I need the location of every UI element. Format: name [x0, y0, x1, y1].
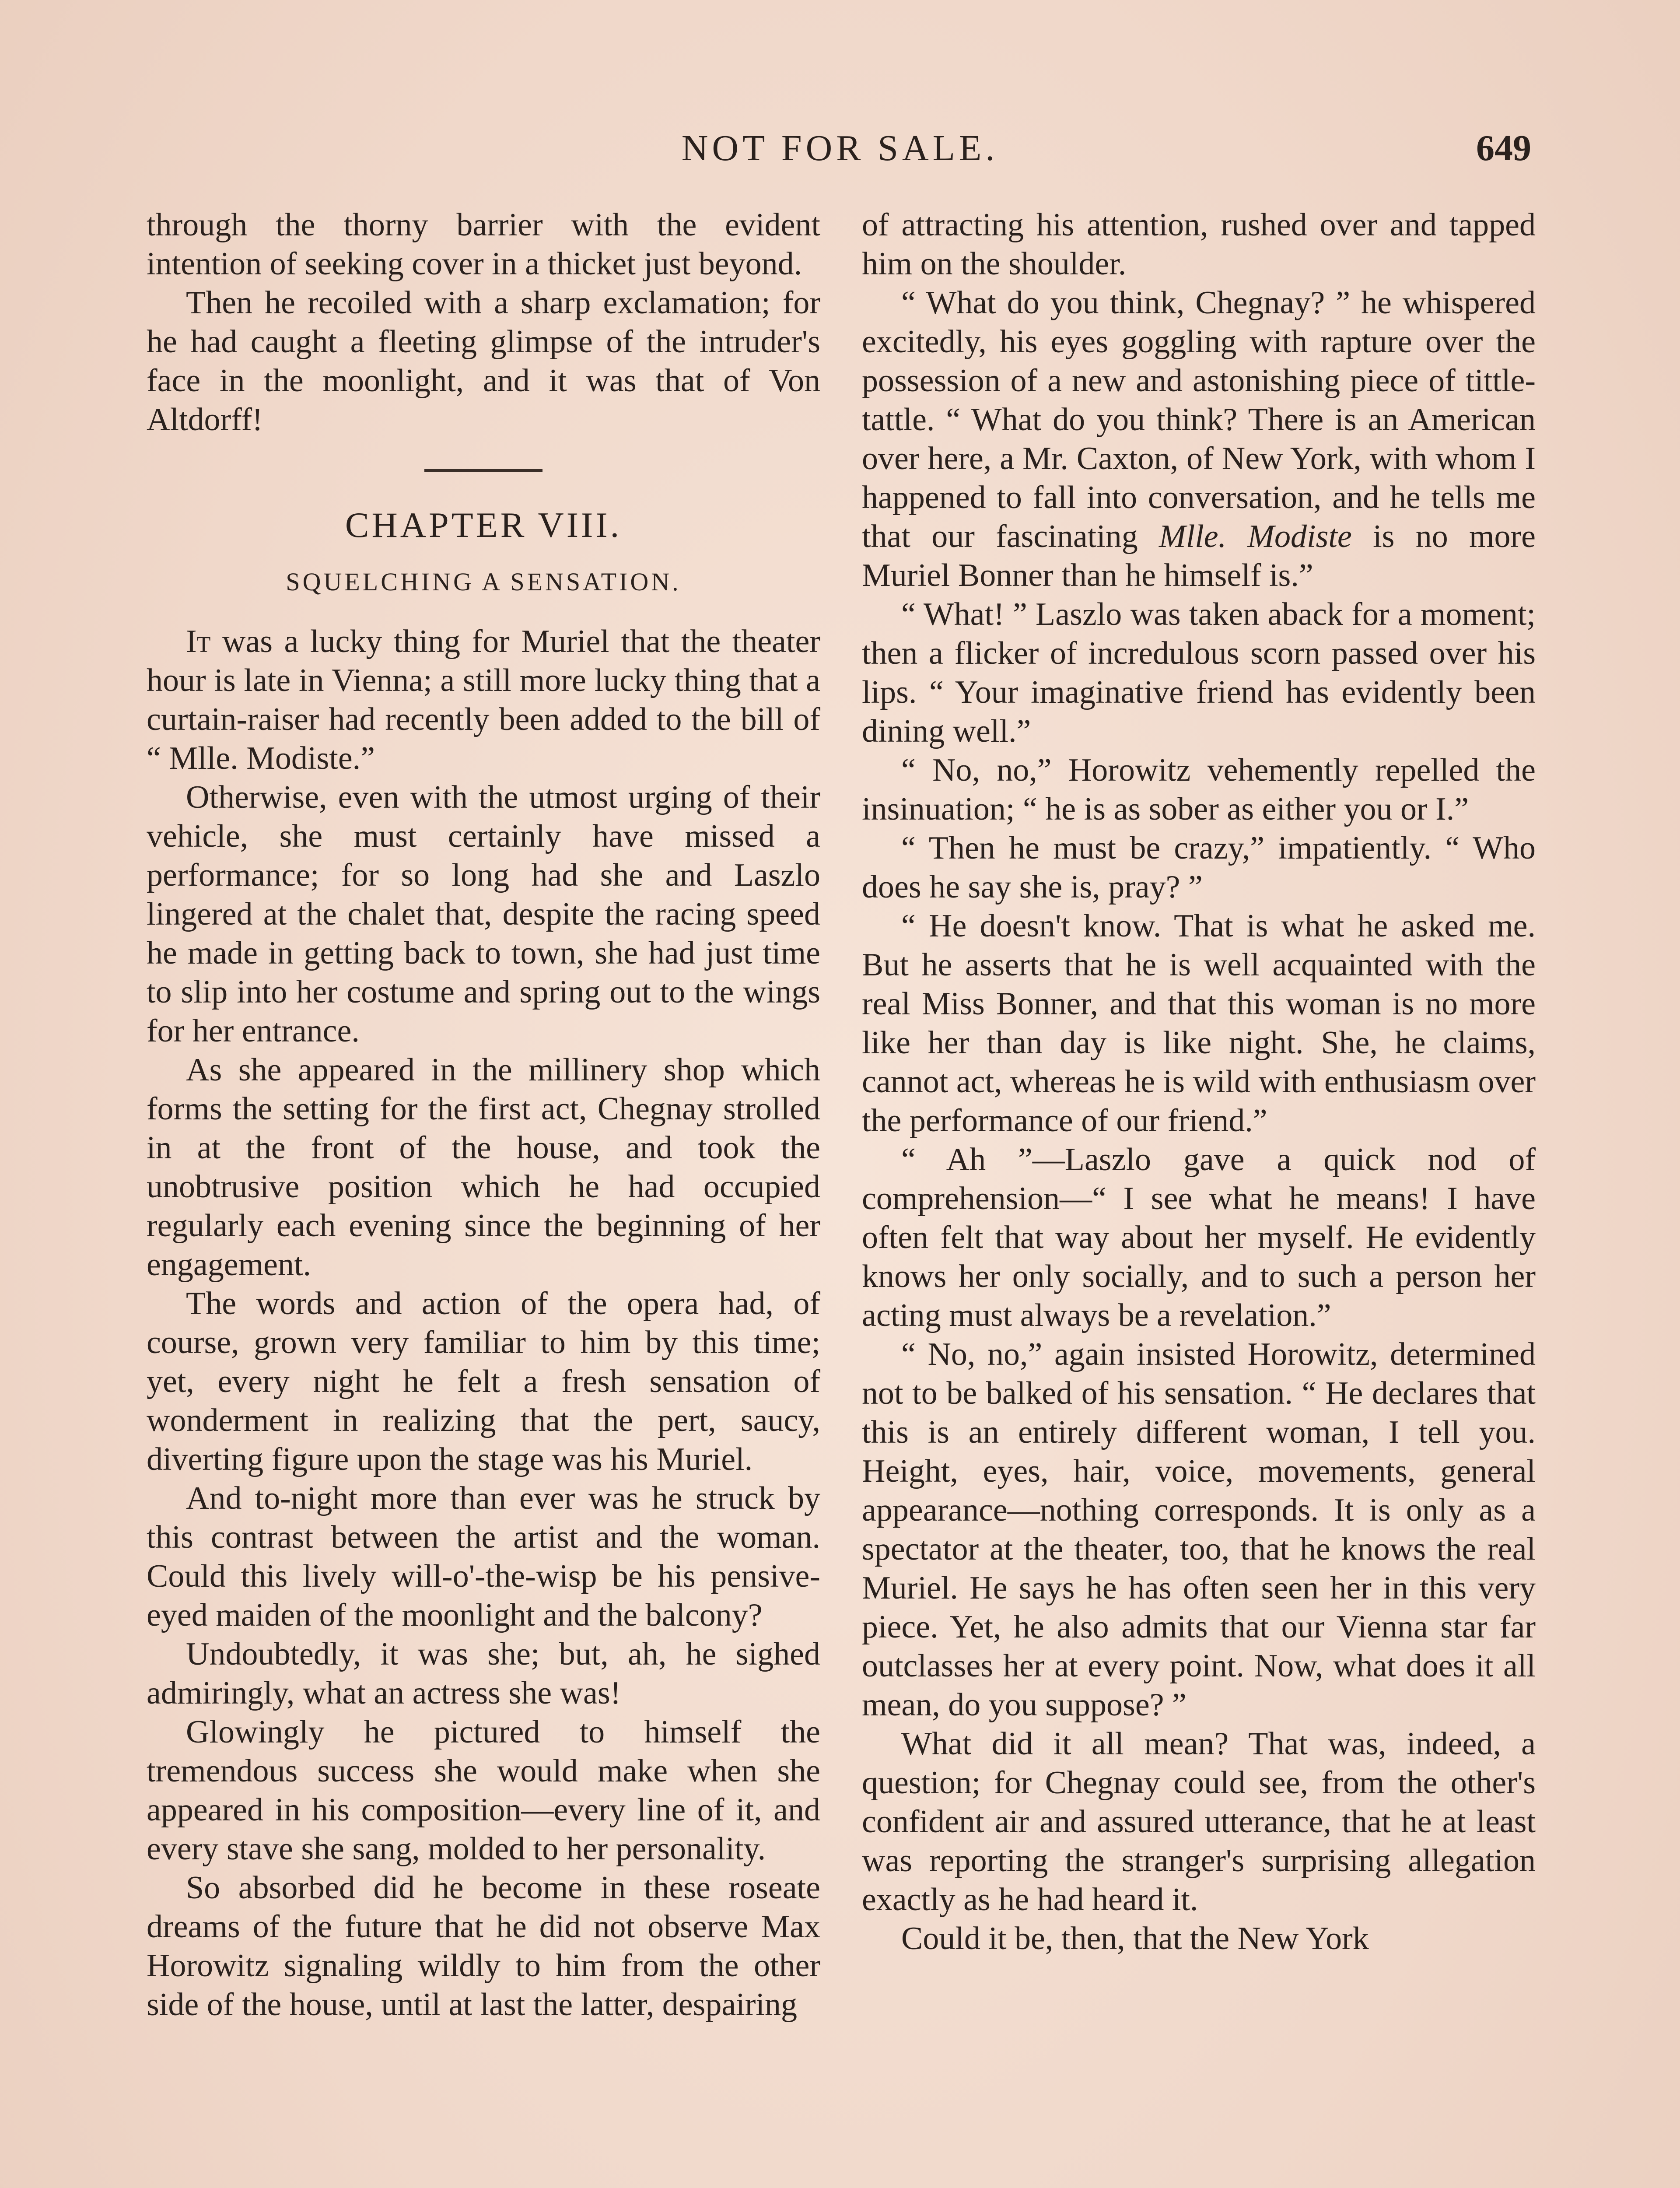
- paragraph: So absorbed did he become in these roseate dreams of the future that he did not observe Max Horowitz signaling wildly to him from the other side of the house, until at last the latter, despairing: [147, 1870, 820, 2023]
- italic-title: Mlle. Modiste: [1159, 519, 1352, 554]
- paragraph: As she appeared in the millinery shop which forms the setting for the first act, Chegnay strolled in at the front of the house, and took the unobtrusive position which he had occupied regularly each evening since the beginning of her engagement.: [147, 1052, 820, 1283]
- paragraph-text: “ What do you think, Chegnay? ” he whispered excitedly, his eyes goggling with rapture over the possession of a new and astonishing piece of tittle-tattle. “ What do you think? There is an American over here, a Mr. Caxton, of New York, with whom I happened to fall into conversation, and he tells me that our fascinating: [862, 285, 1536, 554]
- paragraph: What did it all mean? That was, indeed, a question; for Chegnay could see, from the other's confident air and assured utterance, that he at least was reporting the stranger's surprising allegation exactly as he had heard it.: [862, 1726, 1536, 1918]
- paragraph-text: was a lucky thing for Muriel that the theater hour is late in Vienna; a still more lucky thing that a curtain-raiser had recently been added to the bill of “ Mlle. Modiste.”: [147, 624, 820, 776]
- paragraph: Otherwise, even with the utmost urging of their vehicle, she must certainly have missed a performance; for so long had she and Laszlo lingered at the chalet that, despite the racing speed he made in getting back to town, she had just time to slip into her costume and spring out to the wings for her entrance.: [147, 779, 820, 1049]
- paragraph: “ What! ” Laszlo was taken aback for a moment; then a flicker of incredulous scorn passed over his lips. “ Your imaginative friend has evidently been dining well.”: [862, 596, 1536, 749]
- paragraph: of attracting his attention, rushed over and tapped him on the shoulder.: [862, 207, 1536, 282]
- paragraph: through the thorny barrier with the evident intention of seeking cover in a thicket just beyond.: [147, 207, 820, 282]
- text-columns: [147, 206, 1536, 2188]
- paragraph: Glowingly he pictured to himself the tremendous success she would make when she appeared in his composition—every line of it, and every stave she sang, molded to her personality.: [147, 1714, 820, 1867]
- paragraph: “ Then he must be crazy,” impatiently. “ Who does he say she is, pray? ”: [862, 830, 1536, 905]
- chapter-subtitle: SQUELCHING A SENSATION.: [286, 568, 681, 596]
- page-number: 649: [1476, 128, 1531, 168]
- opening-word: It: [186, 624, 211, 659]
- paragraph-text: is no more Muriel Bonner than he himself is.”: [862, 519, 1536, 593]
- paragraph: Could it be, then, that the New York: [901, 1921, 1369, 1957]
- paragraph: “ No, no,” Horowitz vehemently repelled the insinuation; “ he is as sober as either you or I.”: [862, 752, 1536, 827]
- paragraph: “ Ah ”—Laszlo gave a quick nod of comprehension—“ I see what he means! I have often felt that way about her myself. He evidently knows her only socially, and to such a person her acting must always be a revelation.”: [862, 1142, 1536, 1333]
- left-column: [147, 206, 820, 2188]
- right-column: [862, 206, 1536, 2188]
- running-title: NOT FOR SALE.: [681, 128, 999, 168]
- paragraph: Undoubtedly, it was she; but, ah, he sighed admiringly, what an actress she was!: [147, 1636, 820, 1711]
- paragraph: “ He doesn't know. That is what he asked me. But he asserts that he is well acquainted with the real Miss Bonner, and that this woman is no more like her than day is like night. She, he claims, cannot act, whereas he is wild with enthusiasm over the performance of our friend.”: [862, 908, 1536, 1139]
- chapter-title: CHAPTER VIII.: [345, 505, 622, 545]
- paragraph: Then he recoiled with a sharp exclamation; for he had caught a fleeting glimpse of the intruder's face in the moonlight, and it was that of Von Altdorff!: [147, 285, 820, 438]
- paragraph: And to-night more than ever was he struck by this contrast between the artist and the woman. Could this lively will-o'-the-wisp be his pensive-eyed maiden of the moonlight and the balcony?: [147, 1480, 820, 1633]
- paragraph: The words and action of the opera had, of course, grown very familiar to him by this time; yet, every night he felt a fresh sensation of wonderment in realizing that the pert, saucy, diverting figure upon the stage was his Muriel.: [147, 1286, 820, 1477]
- paragraph: [147, 622, 820, 778]
- paragraph: [862, 284, 1536, 595]
- running-head: [144, 127, 1536, 179]
- section-divider: [424, 469, 542, 472]
- paragraph: “ No, no,” again insisted Horowitz, determined not to be balked of his sensation. “ He declares that this is an entirely different woman, I tell you. Height, eyes, hair, voice, movements, general appearance—nothing corresponds. It is only as a spectator at the theater, too, that he knows the real Muriel. He says he has often seen her in this very piece. Yet, he also admits that our Vienna star far outclasses her at every point. Now, what does it all mean, do you suppose? ”: [862, 1336, 1536, 1723]
